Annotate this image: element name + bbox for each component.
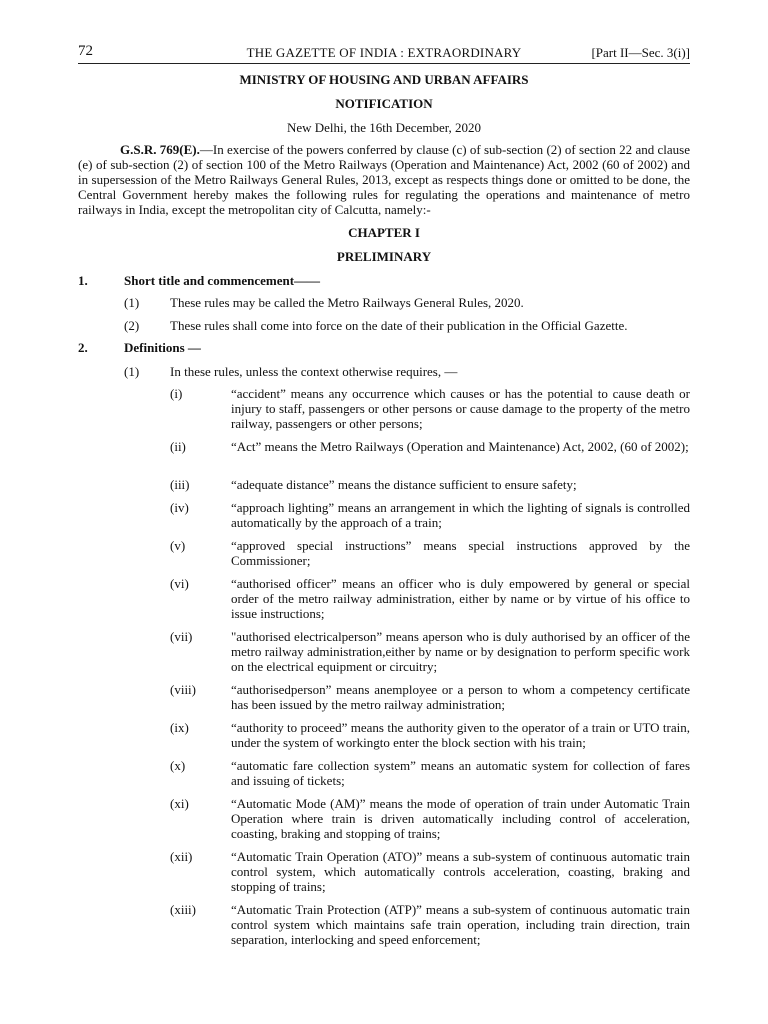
definition-text: "authorised electricalperson” means aperson who is duly authorised by an officer of the metro railway administration,either by name or by designation to perform specific work on the electrical equipment or circuitry; bbox=[231, 629, 690, 674]
definition-number: (ix) bbox=[170, 720, 189, 735]
header-rule bbox=[78, 63, 690, 64]
definition-text: “Automatic Train Protection (ATP)” means a sub-system of continuous automatic train control system which maintains safe train operation, including train direction, train separation, interlocking and speed enforcement; bbox=[231, 902, 690, 947]
definition-text: “approach lighting” means an arrangement in which the lighting of signals is controlled automatically by the approach of a train; bbox=[231, 500, 690, 530]
place-date: New Delhi, the 16th December, 2020 bbox=[286, 120, 482, 135]
clause-number: (1) bbox=[124, 364, 140, 379]
definition-text: “authorised officer” means an officer who is duly empowered by general or special order of the metro railway administration, either by name or by virtue of his office to issue instructions; bbox=[231, 576, 690, 621]
part-section: [Part II—Sec. 3(i)] bbox=[591, 45, 690, 60]
notification-heading: NOTIFICATION bbox=[335, 96, 433, 111]
clause-text: These rules may be called the Metro Railways General Rules, 2020. bbox=[170, 295, 524, 310]
rule-heading: Short title and commencement—— bbox=[124, 273, 321, 288]
definition-number: (iv) bbox=[170, 500, 189, 515]
preamble-paragraph bbox=[78, 142, 690, 217]
chapter-heading: CHAPTER I bbox=[348, 225, 420, 240]
page-header bbox=[0, 44, 768, 62]
gsr-reference: G.S.R. 769(E). bbox=[120, 142, 200, 157]
definition-text: “authority to proceed” means the authority given to the operator of a train or UTO train, under the system of workingto enter the block section with his train; bbox=[231, 720, 690, 750]
definition-text: “approved special instructions” means special instructions approved by the Commissioner; bbox=[231, 538, 690, 568]
definition-number: (vi) bbox=[170, 576, 189, 591]
definition-text: “accident” means any occurrence which causes or has the potential to cause death or injury to staff, passengers or other persons or cause damage to the property of the metro railway, passengers or other persons; bbox=[231, 386, 690, 431]
rule-number: 1. bbox=[78, 273, 88, 288]
definition-number: (v) bbox=[170, 538, 186, 553]
definition-text: “Act” means the Metro Railways (Operation and Maintenance) Act, 2002, (60 of 2002); bbox=[231, 439, 689, 454]
definition-text: “automatic fare collection system” means an automatic system for collection of fares and issuing of tickets; bbox=[231, 758, 690, 788]
definition-number: (i) bbox=[170, 386, 183, 401]
preamble-text: —In exercise of the powers conferred by clause (c) of sub-section (2) of section 22 and clause (e) of sub-section (2) of section 100 of the Metro Railways (Operation and Maintenance) Act, 2002 (60 of 2002) and in supersession of the Metro Railways General Rules, 2013, except as respects things done or omitted to be done, the Central Government hereby makes the following rules for regulating the operations and maintenance of metro railways in India, except the metropolitan city of Calcutta, namely:- bbox=[78, 142, 690, 217]
definition-number: (viii) bbox=[170, 682, 196, 697]
definition-text: “authorisedperson” means anemployee or a person to whom a competency certificate has been issued by the metro railway administration; bbox=[231, 682, 690, 712]
definition-number: (vii) bbox=[170, 629, 193, 644]
definition-number: (xi) bbox=[170, 796, 189, 811]
definition-text: “adequate distance” means the distance sufficient to ensure safety; bbox=[231, 477, 577, 492]
chapter-title: PRELIMINARY bbox=[336, 249, 432, 264]
definition-text: “Automatic Mode (AM)” means the mode of operation of train under Automatic Train Operation where train is driven automatically including control of acceleration, coasting, braking and stopping of trains; bbox=[231, 796, 690, 841]
definition-number: (xiii) bbox=[170, 902, 196, 917]
definition-text: “Automatic Train Operation (ATO)” means a sub-system of continuous automatic train control system, which automatically controls acceleration, coasting, braking and stopping of trains; bbox=[231, 849, 690, 894]
clause-text: These rules shall come into force on the date of their publication in the Official Gazette. bbox=[170, 318, 628, 333]
gazette-title: THE GAZETTE OF INDIA : EXTRAORDINARY bbox=[246, 45, 522, 60]
definition-number: (iii) bbox=[170, 477, 190, 492]
definition-number: (ii) bbox=[170, 439, 186, 454]
page-number: 72 bbox=[78, 43, 93, 59]
definition-number: (x) bbox=[170, 758, 186, 773]
rule-number: 2. bbox=[78, 340, 88, 355]
ministry-heading: MINISTRY OF HOUSING AND URBAN AFFAIRS bbox=[239, 72, 529, 87]
clause-number: (2) bbox=[124, 318, 140, 333]
rule-heading: Definitions — bbox=[124, 340, 201, 355]
clause-number: (1) bbox=[124, 295, 140, 310]
clause-text: In these rules, unless the context otherwise requires, — bbox=[170, 364, 458, 379]
definition-number: (xii) bbox=[170, 849, 193, 864]
